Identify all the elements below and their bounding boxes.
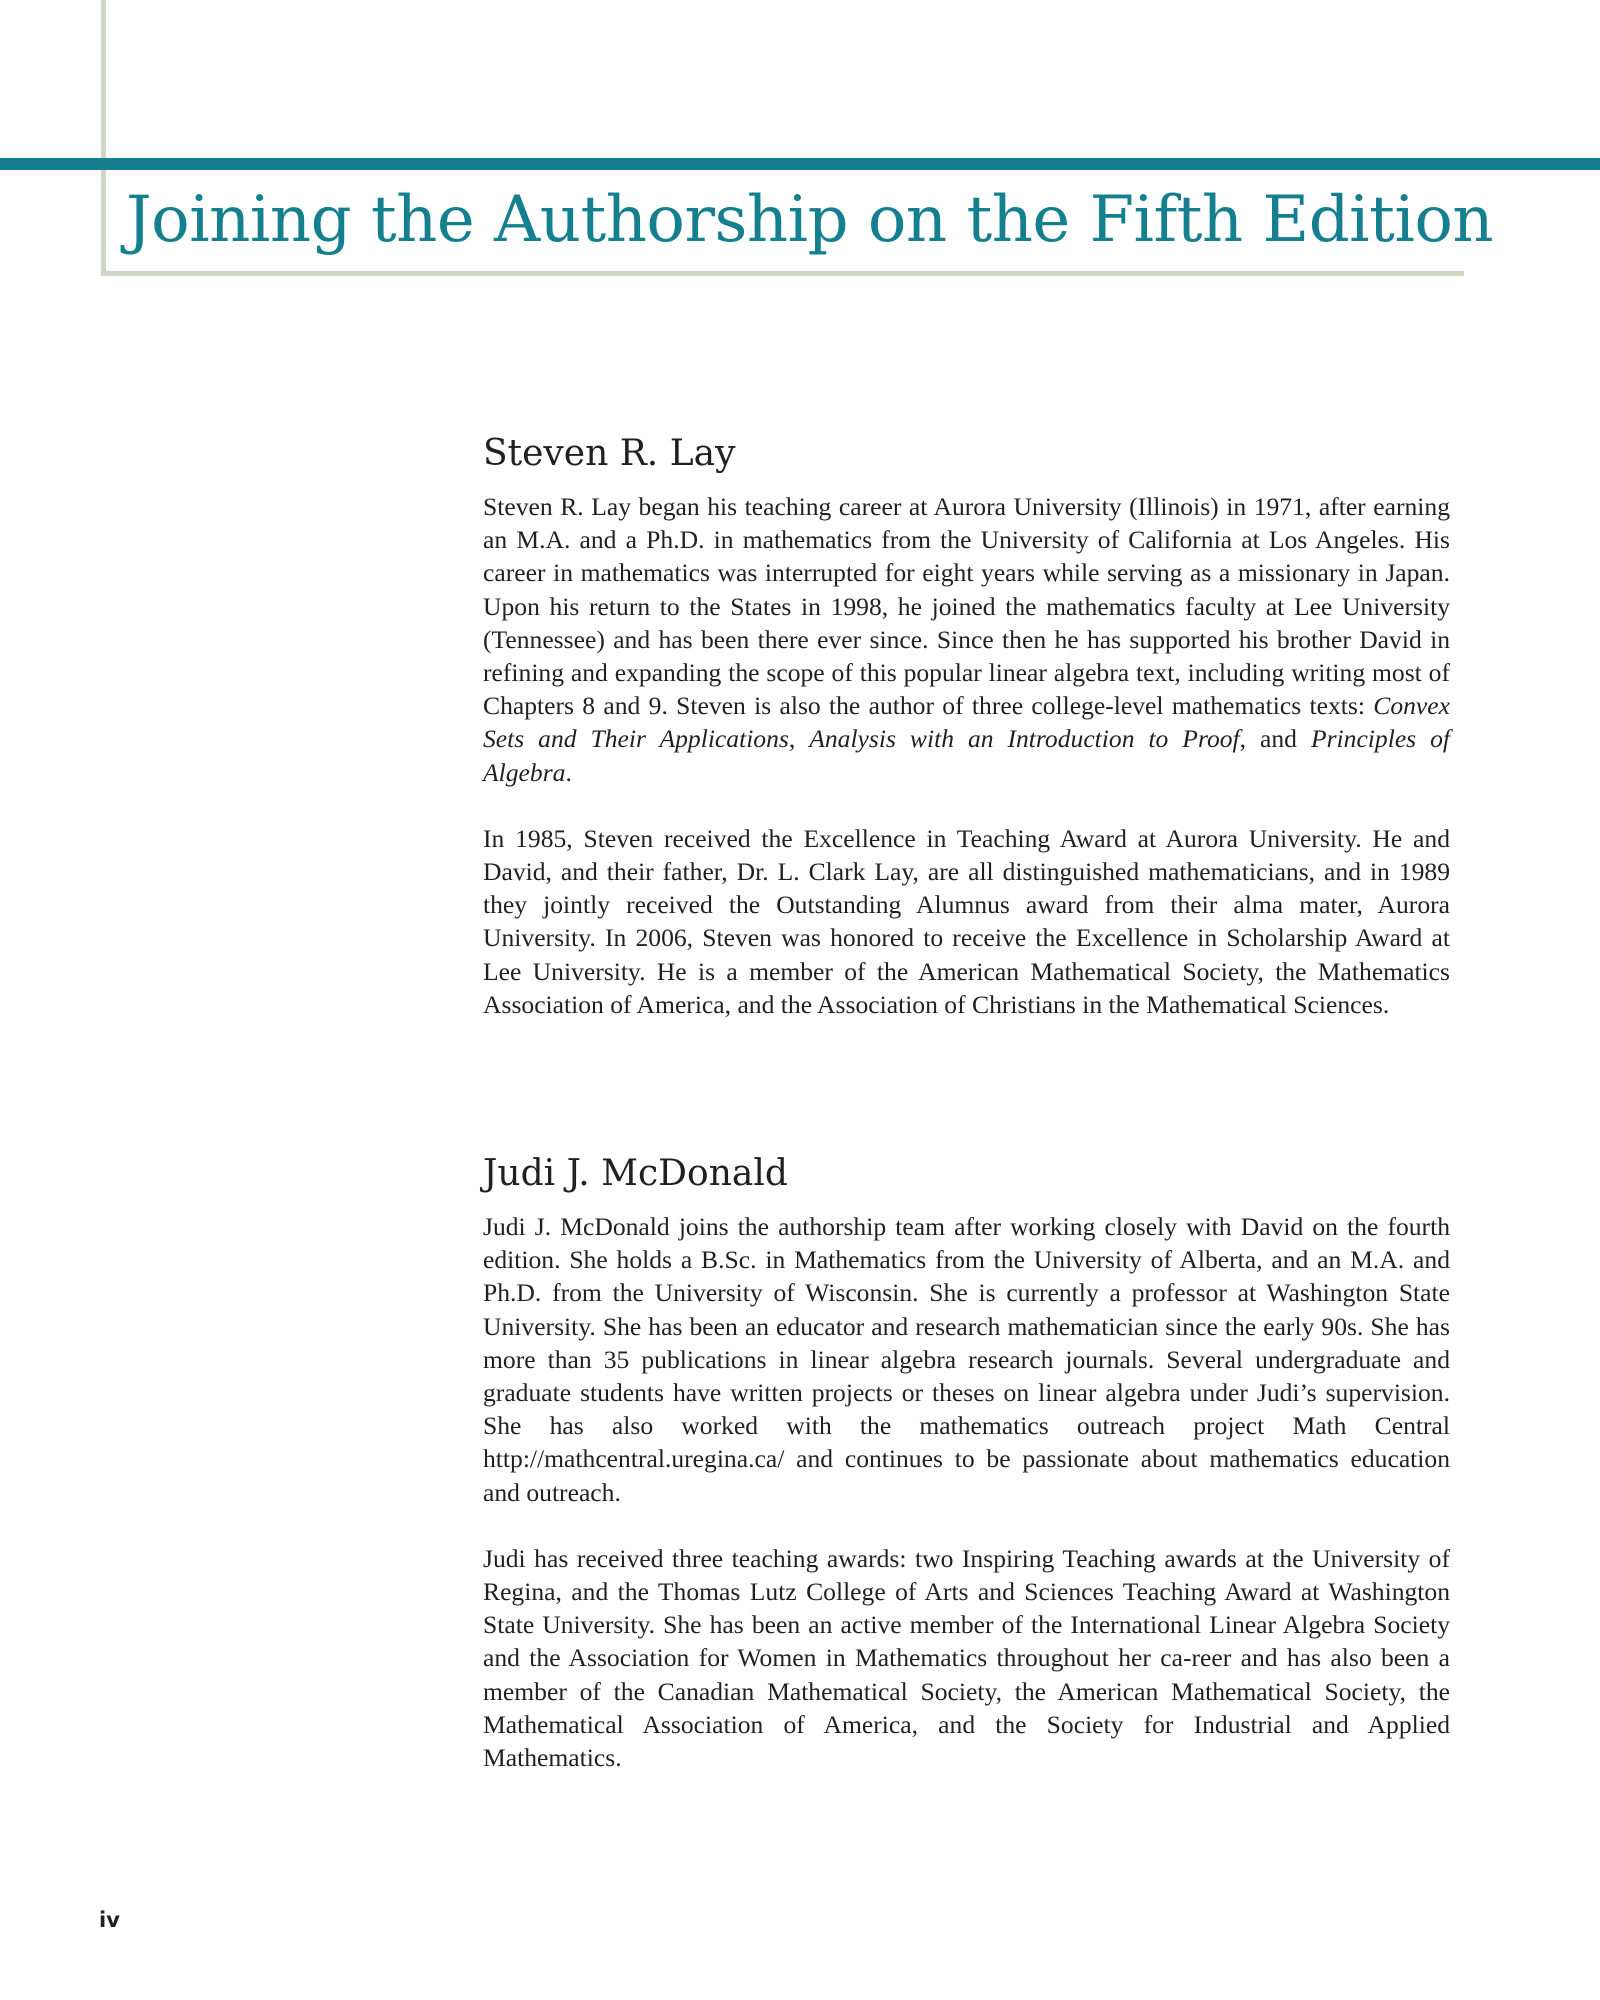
author-bio: [483, 1210, 1450, 1774]
book-title: Analysis with an Introduction to Proof: [809, 724, 1240, 754]
page-number: iv: [99, 1908, 120, 1932]
book-title: Convex Sets and Their Applications: [483, 691, 1450, 754]
page-title: Joining the Authorship on the Fifth Edition: [126, 183, 1494, 257]
author-bio: [483, 490, 1450, 1021]
bio-text: ,: [788, 724, 810, 754]
author-section-judi-mcdonald: [483, 1148, 1450, 1774]
book-title: Principles of Algebra: [483, 724, 1450, 787]
title-underline-rule: [101, 271, 1464, 276]
bio-paragraph: In 1985, Steven received the Excellence in Teaching Award at Aurora University. He and David, and their father, Dr. L. Clark Lay, are all distinguished mathematicians, and in 1989 they jointly received the Outstanding Alumnus award from their alma mater, Aurora University. In 2006, Steven was honored to receive the Excellence in Scholarship Award at Lee University. He is a member of the American Mathematical Society, the Mathematics Association of America, and the Association of Christians in the Mathematical Sciences.: [483, 823, 1450, 1019]
bio-text: , and: [1239, 724, 1311, 754]
author-name: Steven R. Lay: [483, 433, 736, 474]
bio-paragraph: Judi J. McDonald joins the authorship team after working closely with David on the fourth edition. She holds a B.Sc. in Mathematics from the University of Alberta, and an M.A. and Ph.D. from the University of Wisconsin. She is currently a professor at Washington State University. She has been an educator and research mathematician since the early 90s. She has more than 35 publications in linear algebra research journals. Several undergraduate and graduate students have written projects or theses on linear algebra under Judi’s supervision. She has also worked with the mathematics outreach project Math Central http://mathcentral.uregina.ca/ and continues to be passionate about mathematics education and outreach.: [483, 1212, 1450, 1507]
vertical-rule: [101, 0, 106, 276]
bio-paragraph: Judi has received three teaching awards: two Inspiring Teaching awards at the University of Regina, and the Thomas Lutz College of Arts and Sciences Teaching Award at Washington State University. She has been an active member of the International Linear Algebra Society and the Association for Women in Mathematics throughout her ca-reer and has also been a member of the Canadian Mathematical Society, the American Mathematical Society, the Mathematical Association of America, and the Society for Industrial and Applied Mathematics.: [483, 1543, 1450, 1773]
bio-text: Steven R. Lay began his teaching career at Aurora University (Illinois) in 1971, after earning an M.A. and a Ph.D. in mathematics from the University of California at Los Angeles. His career in mathematics was interrupted for eight years while serving as a missionary in Japan. Upon his return to the States in 1998, he joined the mathematics faculty at Lee University (Tennessee) and has been there ever since. Since then he has supported his brother David in refining and expanding the scope of this popular linear algebra text, including writing most of Chapters 8 and 9. Steven is also the author of three college-level mathematics texts:: [483, 492, 1450, 721]
bio-text: .: [565, 757, 572, 787]
header-band: [0, 158, 1600, 170]
bio-paragraph: [483, 490, 1450, 789]
author-name: Judi J. McDonald: [483, 1153, 788, 1194]
author-section-steven-lay: [483, 428, 1450, 1021]
